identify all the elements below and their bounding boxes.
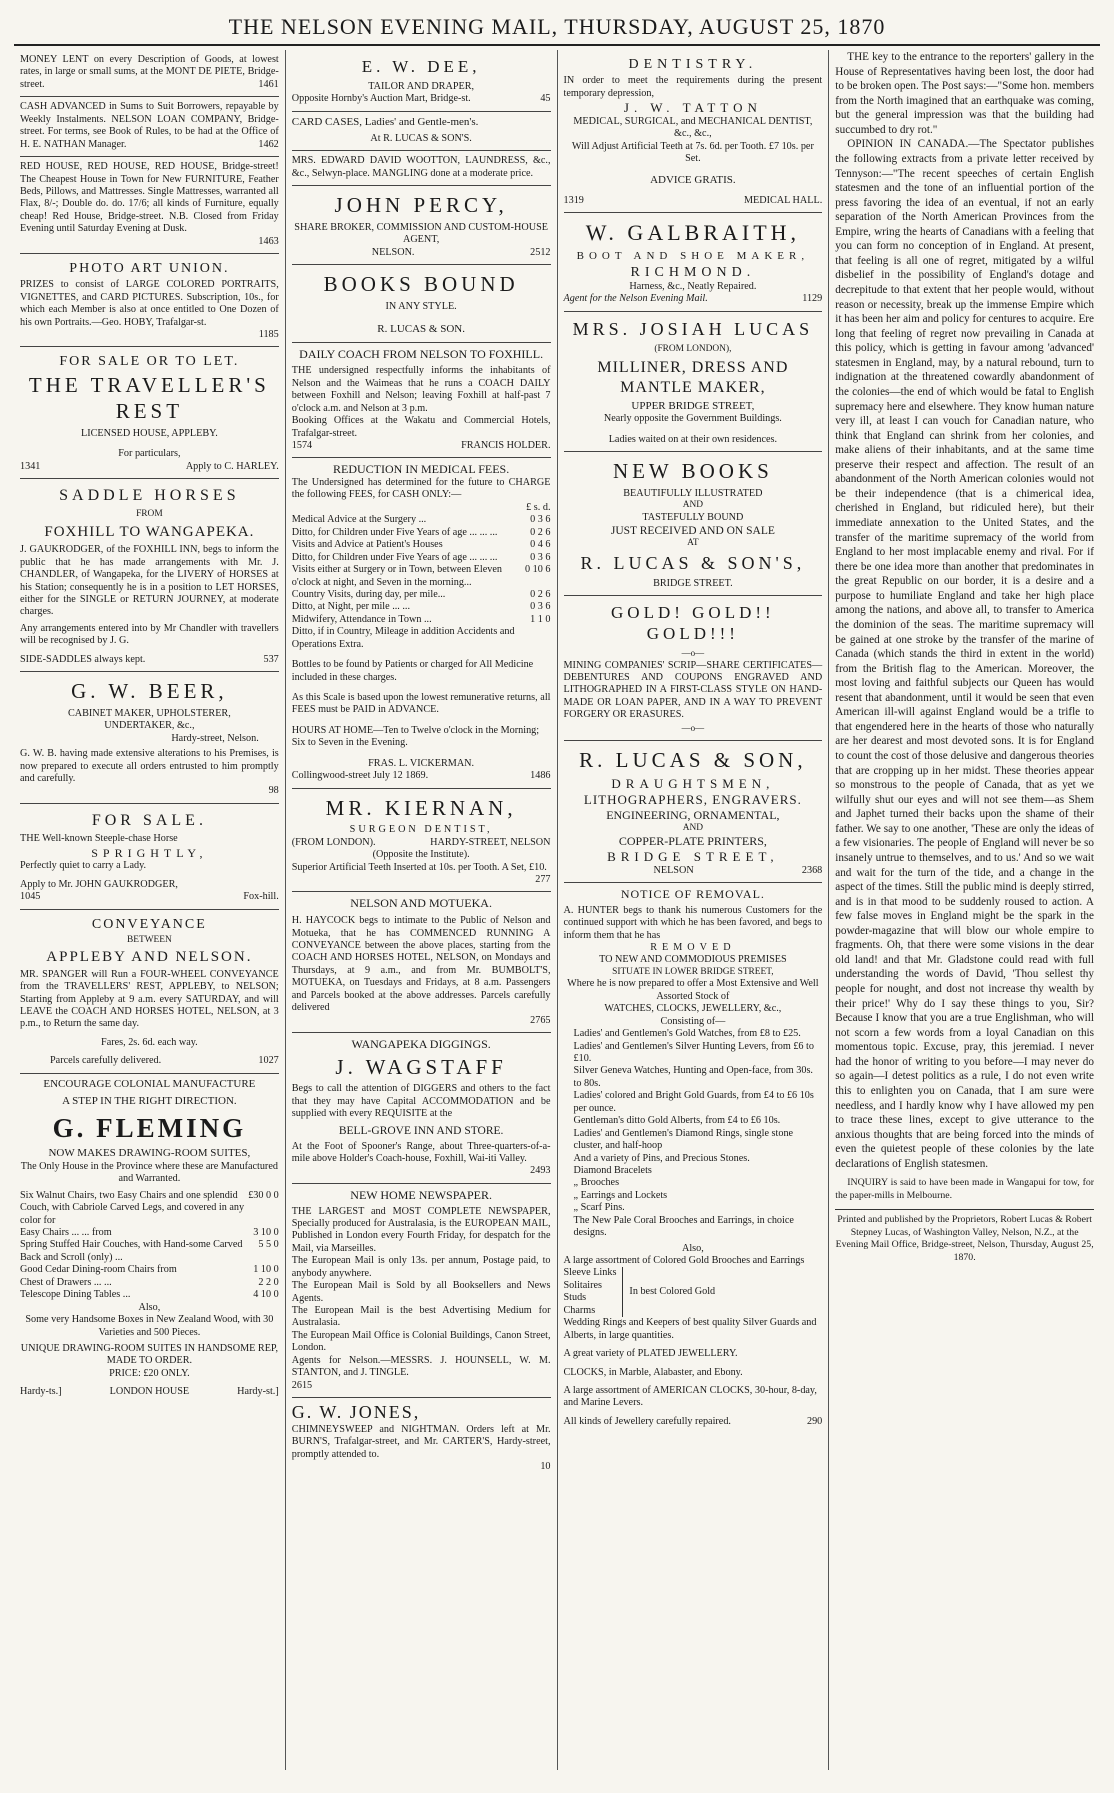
ad-address: BRIDGE STREET. (653, 577, 733, 589)
ad-by: R. LUCAS & SON. (377, 323, 465, 336)
ad-footer (20, 654, 279, 666)
brace-item: Studs (563, 1292, 587, 1304)
price-row-label: Easy Chairs ... ... from (20, 1227, 112, 1239)
ad-g-fleming (20, 1074, 279, 1404)
ad-text: Opposite Hornby's Auction Mart, Bridge-st. (291, 93, 471, 105)
ad-number: 1463 (258, 235, 279, 247)
ad-conveyance-appleby (20, 910, 279, 1074)
ad-footer (292, 247, 551, 259)
ad-text-2: Ladies waited on at their own residences. (608, 433, 778, 445)
ad-address: Collingwood-street July 12 1869. (291, 770, 429, 782)
ad-apply: Apply to C. HARLEY. (185, 460, 279, 472)
ad-line-2: TASTEFULLY BOUND (642, 511, 744, 523)
ad-title: BOOKS BOUND (323, 272, 519, 297)
ad-lucas-draughtsmen (564, 741, 823, 883)
ad-line-1: BEAUTIFULLY ILLUSTRATED (623, 487, 763, 499)
fee-row (292, 614, 551, 626)
ad-and: AND (682, 500, 704, 511)
fee-row-label: Midwifery, Attendance in Town ... (291, 613, 432, 625)
price-row-value: 3 10 0 (253, 1227, 279, 1239)
ad-saddle-horses (20, 479, 279, 672)
ad-place: Fox-hill. (243, 891, 279, 903)
ad-heading: NEW HOME NEWSPAPER. (350, 1187, 492, 1202)
ad-footer (564, 865, 823, 877)
fee-row (292, 539, 551, 551)
ad-number: 10 (540, 1461, 551, 1473)
ad-mrs-josiah-lucas (564, 312, 823, 453)
fee-row-value: 0 4 6 (530, 539, 551, 551)
ad-title: THE TRAVELLER'S REST (28, 373, 270, 424)
ad-heading: DENTISTRY. (628, 57, 758, 72)
fee-row (292, 589, 551, 601)
fee-columns: £ s. d. (526, 501, 551, 513)
ad-daily-coach (292, 343, 551, 459)
ad-title: APPLEBY AND NELSON. (46, 949, 253, 966)
ad-heading: WANGAPEKA DIGGINGS. (351, 1037, 491, 1051)
ad-text-3: UNIQUE DRAWING-ROOM SUITES IN HANDSOME REP, MADE TO ORDER. (20, 1342, 278, 1367)
ad-text-6: CLOCKS, in Marble, Alabaster, and Ebony. (563, 1366, 743, 1378)
fee-row-label: Visits and Advice at Patient's Houses (291, 539, 443, 551)
price-row (20, 1239, 279, 1264)
ad-title: JOHN PERCY, (334, 193, 508, 218)
ad-text-5: The European Mail Office is Colonial Buildings, Canon Street, London. (291, 1329, 551, 1354)
ad-step: A STEP IN THE RIGHT DIRECTION. (62, 1095, 237, 1108)
stock-item: Ladies' and Gentlemen's Gold Watches, from £8 to £25. (573, 1028, 801, 1040)
ad-text-2: Where he is now prepared to offer a Most Extensive and Well Assorted Stock of (567, 978, 819, 1002)
ad-text: J. GAUKRODGER, of the FOXHILL INN, begs to inform the public that he has made arrangements with Mr. J. CHANDLER, of Wangapeka, for the LIVERY of HORSES at his Station; consequently he is in a position to LET HORSES, either for the SINGLE or RETURN JOURNEY, at moderate charges. (20, 544, 279, 618)
ad-line-3: ENGINEERING, ORNAMENTAL, (606, 808, 780, 823)
stock-item: „ Brooches (573, 1177, 620, 1189)
ad-heading: DAILY COACH FROM NELSON TO FOXHILL. (299, 346, 544, 361)
masthead (14, 8, 1100, 46)
ad-travellers-rest (20, 347, 279, 479)
ad-title: MR. KIERNAN, (325, 795, 517, 820)
ad-situate: SITUATE IN LOWER BRIDGE STREET, (612, 966, 774, 977)
ad-text: THE Well-known Steeple-chase Horse (20, 833, 178, 845)
ad-number: 1185 (258, 328, 279, 340)
fee-row-value: 0 3 6 (530, 551, 551, 563)
ad-parcels: Parcels carefully delivered. (50, 1055, 162, 1067)
stock-item: „ Scarf Pins. (573, 1202, 625, 1214)
fee-row-label: Ditto, for Children under Five Years of age ... ... ... (291, 526, 498, 538)
ad-foot: SIDE-SADDLES always kept. (20, 653, 146, 665)
ad-subtitle: TAILOR AND DRAPER, (368, 80, 475, 92)
ad-title: W. GALBRAITH, (585, 220, 801, 246)
ad-text: CHIMNEYSWEEP and NIGHTMAN. Orders left at Mr. BURN'S, Trafalgar-street, and Mr. CARTER'S, Hardy-street, promptly attended to. (291, 1424, 551, 1460)
fee-row-label: Ditto, at Night, per mile ... ... (291, 601, 411, 613)
ad-subtitle-2: UNDERTAKER, &c., (104, 720, 195, 732)
ad-text: G. W. B. having made extensive alterations to his Premises, is now prepared to execute all orders entrusted to him promptly and carefully. (20, 748, 279, 785)
ad-agent: Agent for the Nelson Evening Mail. (563, 293, 708, 305)
stock-item: The New Pale Coral Brooches and Earrings, in choice designs. (573, 1214, 794, 1239)
ad-footer (20, 1386, 279, 1398)
brace-item: Sleeve Links (563, 1267, 617, 1279)
ad-text-2: Will Adjust Artificial Teeth at 7s. 6d. per Tooth. £7 10s. per Set. (571, 140, 814, 165)
ad-nelson-loan (20, 97, 279, 157)
ad-title: G. W. BEER, (71, 679, 228, 704)
ad-text: MR. SPANGER will Run a FOUR-WHEEL CONVEYANCE from the TRAVELLERS' REST, APPLEBY, to NELSON; Starting from Appleby at 9 a.m. every SATURDAY, and will LEAVE the COACH AND HORSES HOTEL, NELSON, at 3 p.m., to Return the same day. (20, 968, 279, 1030)
column-4-article (829, 50, 1100, 1770)
ad-dentistry (564, 50, 823, 213)
ad-line-3: JUST RECEIVED AND ON SALE (610, 525, 775, 538)
ad-name: FRAS. L. VICKERMAN. (368, 757, 475, 769)
stock-item: And a variety of Pins, and Precious Stones. (573, 1152, 750, 1164)
column-2 (286, 50, 558, 1770)
ad-heading: NOTICE OF REMOVAL. (620, 887, 765, 902)
price-row (20, 1264, 279, 1276)
ad-card-cases (292, 112, 551, 152)
ad-from-line (292, 837, 551, 849)
ad-text: IN order to meet the requirements during the present temporary depression, (563, 75, 823, 99)
ad-galbraith (564, 213, 823, 311)
ad-wangapeka-diggings (292, 1033, 551, 1184)
ad-number: 1486 (530, 770, 551, 782)
ad-text-2: Booking Offices at the Wakatu and Commercial Hotels, Trafalgar-street. (291, 415, 551, 439)
price-row-label: Chest of Drawers ... ... (20, 1276, 112, 1288)
ad-name: FRANCIS HOLDER. (461, 439, 551, 451)
ad-place: NELSON (653, 864, 694, 876)
ad-for-sale-horse (20, 804, 279, 910)
ad-title-2: FOXHILL TO WANGAPEKA. (44, 523, 255, 540)
ad-also: Also, (138, 1301, 161, 1313)
ad-text: A. HUNTER begs to thank his numerous Customers for the continued support with which he has been favored, and begs to inform them that he has (563, 904, 823, 941)
ad-number: 1027 (258, 1055, 279, 1067)
ad-hours: HOURS AT HOME—Ten to Twelve o'clock in the Morning; Six to Seven in the Evening. (291, 724, 540, 749)
ad-title: NEW BOOKS (612, 459, 773, 484)
article-paragraph-3: INQUIRY is said to have been made in Wangapui for tow, for the paper-mills in Melbourne. (835, 1177, 1094, 1202)
ad-text: For particulars, (118, 448, 181, 460)
price-row-label: Telescope Dining Tables ... (20, 1289, 131, 1301)
ad-new-home-newspaper (292, 1184, 551, 1398)
ad-title: G. FLEMING (52, 1112, 247, 1143)
ad-title: G. W. JONES, (291, 1402, 421, 1423)
ad-number: 2512 (530, 246, 551, 258)
ad-footer (564, 195, 823, 207)
ad-text-3: The European Mail is Sold by all Booksellers and News Agents. (291, 1280, 551, 1304)
ad-text: Begs to call the attention of DIGGERS and others to the fact that they may have Capital ACCOMMODATION and be supplied with every REQUISITE at the (291, 1083, 551, 1120)
ad-text-4: Wedding Rings and Keepers of best quality Silver Guards and Alberts, in large quantities. (563, 1317, 817, 1341)
ad-removed: REMOVED (650, 942, 736, 954)
fee-row-value: 0 3 6 (530, 601, 551, 613)
ad-text-5: A great variety of PLATED JEWELLERY. (563, 1348, 738, 1360)
columns (14, 50, 1100, 1770)
ad-notice-of-removal (564, 883, 823, 1433)
ad-footer (564, 293, 823, 305)
ad-text-6: Agents for Nelson.—MESSRS. J. HOUNSELL, W. M. STANTON, and J. TINGLE. (291, 1354, 551, 1379)
fee-row-value: 0 2 6 (530, 588, 551, 600)
fee-row (292, 564, 551, 589)
fee-list (292, 514, 551, 626)
ad-advice: ADVICE GRATIS. (650, 173, 736, 186)
ad-number: 1129 (802, 293, 823, 305)
column-1 (14, 50, 286, 1770)
ad-heading: REDUCTION IN MEDICAL FEES. (333, 462, 510, 477)
ad-subtitle: BOOT AND SHOE MAKER, (576, 250, 810, 263)
ad-address: HARDY-STREET, NELSON (430, 836, 551, 848)
ad-text: H. HAYCOCK begs to intimate to the Public of Nelson and Motueka, that he has COMMENCED RUNNING A CONVEYANCE between the above places, starting from the COACH AND HORSES HOTEL, NELSON, on Mondays and Thursdays, at 9 a.m., and from Mr. BUMBOLT'S, MOTUEKA, on Tuesdays and Fridays, at 8 a.m. Passengers and Parcels booked at the above addresses. Parcels carefully delivered (291, 915, 551, 1014)
ad-text-4: As this Scale is based upon the lowest remunerative returns, all FEES must be PAID in ADVANCE. (291, 692, 551, 716)
price-row-value: £30 0 0 (248, 1189, 279, 1201)
ad-line-5: BRIDGE STREET, (607, 848, 779, 864)
price-row-label: Good Cedar Dining-room Chairs from (20, 1264, 177, 1276)
ad-text-7: A large assortment of AMERICAN CLOCKS, 30-hour, 8-day, and Marine Levers. (563, 1384, 817, 1409)
ad-at: AT (687, 538, 699, 549)
ad-subtitle: NOW MAKES DRAWING-ROOM SUITES, (48, 1147, 251, 1160)
imprint: Printed and published by the Proprietors, Robert Lucas & Robert Stepney Lucas, of Washington Valley, Nelson, N.Z., at the Evening Mail Office, Bridge-street, Nelson, Thursday, August 25, 1870. (835, 1209, 1094, 1265)
ad-gw-beer (20, 672, 279, 804)
ad-heading: ENCOURAGE COLONIAL MANUFACTURE (43, 1077, 256, 1090)
footer-left: Hardy-ts.] (20, 1386, 62, 1398)
ad-gw-jones (292, 1398, 551, 1479)
ad-text: Superior Artificial Teeth Inserted at 10s. per Tooth. A Set, £10. (291, 861, 547, 873)
ad-subtitle: SURGEON DENTIST, (349, 824, 493, 836)
ad-and: AND (682, 822, 704, 833)
article-paragraph-2 (835, 137, 1094, 1171)
brace-item: Charms (563, 1304, 596, 1316)
ad-from: (FROM LONDON). (291, 836, 376, 848)
ad-text: PRIZES to consist of LARGE COLORED PORTRAITS, VIGNETTES, and CARD PICTURES. Subscription, 10s., for which each Member is also at once entitled to One Dozen of his own Portraits.—Geo. HOBY, Trafalgar-st. (20, 279, 279, 328)
ad-opposite: (Opposite the Institute). (372, 849, 470, 861)
ad-text-4: The European Mail is the best Advertising Medium for Australasia. (291, 1305, 551, 1329)
stock-item: Gentleman's ditto Gold Alberts, from £4 to £6 10s. (573, 1115, 781, 1127)
ad-horse-name: SPRIGHTLY, (91, 845, 208, 860)
ad-number: 2765 (530, 1014, 551, 1026)
ad-footer (20, 461, 279, 473)
ad-number: 2368 (801, 864, 823, 876)
ad-wootton (292, 151, 551, 186)
brace-label: In best Colored Gold (629, 1286, 716, 1298)
ad-number: 1574 (291, 439, 313, 451)
ad-title: SADDLE HORSES (59, 487, 240, 504)
ornament-rule: —o— (681, 647, 705, 658)
fee-row (292, 601, 551, 613)
ad-text-3: Bottles to be found by Patients or charged for All Medicine included in these charges. (291, 659, 534, 683)
ad-address: UPPER BRIDGE STREET, (631, 400, 755, 413)
ad-number: 277 (535, 874, 551, 885)
fee-row-label: Ditto, for Children under Five Years of age ... ... ... (291, 551, 498, 563)
ad-also: Also, (681, 1242, 704, 1254)
ad-heading: PHOTO ART UNION. (69, 261, 230, 277)
price-row (20, 1277, 279, 1289)
ad-footer (292, 770, 551, 782)
ad-text-3: A large assortment of Colored Gold Brooches and Earrings (563, 1255, 805, 1266)
price-row (20, 1227, 279, 1239)
ad-red-house (20, 157, 279, 254)
ad-text: Nearly opposite the Government Buildings. (603, 413, 782, 425)
ad-place: RICHMOND. (630, 264, 756, 280)
ad-text: MINING COMPANIES' SCRIP—SHARE CERTIFICATES—DEBENTURES AND COUPONS ENGRAVED AND LITHOGRAPHED IN A FIRST-CLASS STYLE ON HAND-MADE OR LOAN PAPER, AND IN A WAY TO PREVENT FORGERY OR ERASURES. (563, 659, 823, 721)
ad-text: SHARE BROKER, COMMISSION AND CUSTOM-HOUSE AGENT, (294, 221, 548, 246)
price-row-value: 5 5 0 (258, 1239, 279, 1251)
ad-subtitle: MILLINER, DRESS AND MANTLE MAKER, (597, 359, 789, 396)
ad-from: (FROM LONDON), (654, 343, 732, 354)
ad-subtitle: MEDICAL, SURGICAL, and MECHANICAL DENTIST, &c., &c., (573, 115, 813, 140)
ad-to: TO NEW AND COMMODIOUS PREMISES (599, 954, 787, 966)
fee-row-value: 0 3 6 (530, 514, 551, 526)
price-row-label: Six Walnut Chairs, two Easy Chairs and one splendid Couch, with Cabriole Carved Legs, and covered in any color for (20, 1189, 245, 1226)
ad-john-percy (292, 186, 551, 265)
ad-text-2: Some very Handsome Boxes in New Zealand Wood, with 30 Varieties and 500 Pieces. (25, 1314, 274, 1338)
ad-heading: FOR SALE. (91, 811, 207, 829)
price-row (20, 1289, 279, 1301)
ad-text: CASH ADVANCED in Sums to Suit Borrowers, repayable by Weekly Instalments. NELSON LOAN COMPANY, Bridge-street. For terms, see Book of Rules, to be had at the Office of H. E. NATHAN Manager. (20, 101, 279, 150)
ad-number: 98 (268, 785, 279, 797)
ad-number: 1319 (563, 194, 584, 206)
column-3 (558, 50, 830, 1770)
ad-text-2: At the Foot of Spooner's Range, about Three-quarters-of-a-mile above Holder's Coach-house, Foxhill, Wai-iti Valley. (291, 1140, 551, 1164)
ad-text-8: All kinds of Jewellery carefully repaired. (563, 1415, 731, 1427)
ad-apply: Apply to Mr. JOHN GAUKRODGER, (20, 878, 178, 890)
ad-title: GOLD! GOLD!! GOLD!!! (611, 603, 775, 643)
ad-title: E. W. DEE, (361, 57, 481, 76)
ad-subtitle: IN ANY STYLE. (385, 300, 457, 312)
ad-price: PRICE: £20 ONLY. (109, 1367, 190, 1379)
fee-row (292, 514, 551, 526)
ad-text: CARD CASES, Ladies' and Gentle-men's. (291, 115, 479, 128)
fee-row-label: Country Visits, during day, per mile... (291, 588, 446, 600)
article-paragraph-1: THE key to the entrance to the reporters' gallery in the House of Representatives having been lost, the door had to be broken open. The Post says:—"Some hon. members from the North imagined that an earthquake was coming, but the general impression was that the building had succumbed to dry rot." (835, 51, 1094, 136)
ad-number: 45 (540, 93, 551, 105)
stock-item: Ladies' colored and Bright Gold Guards, from £4 to £6 10s per ounce. (573, 1090, 814, 1114)
stock-item: „ Earrings and Lockets (573, 1189, 668, 1201)
ad-kiernan (292, 789, 551, 893)
ad-gold (564, 596, 823, 741)
price-row (20, 1190, 279, 1227)
ad-footer (564, 1416, 823, 1428)
fee-row (292, 552, 551, 564)
fee-row-label: Visits either at Surgery or in Town, between Eleven o'clock at night, and Seven in the morning... (291, 564, 502, 588)
ad-books-bound (292, 265, 551, 342)
ad-consisting: Consisting of— (660, 1015, 726, 1027)
article-body: The Spectator publishes the following extracts from a private letter received by Tennyson:—"The recent speeches of certain English statesmen and the tone of an influential portion of the press favoring the idea of an eventual, if not an early separation of the North American Provinces from the Empire, wring the hearts of Canadians with a feeling that you can form no conception of in England. At present, that feeling is all one of regret, mitigated by a wilful disbelief in the possibility of England's dotage and decrepitude to that extent that her people would, without reason or necessity, break up the immense Empire which it has been her aim and policy for centures to acquire. Ere long that feeling of regret now prevailing in Canada at this policy, which is getting in favour among 'advanced' statesmen in England, may, by a natural rebound, turn to indignation at the threatened cowardly abandonment of the colonies—the end of which would be fatal to English supremacy here and elsewhere. They know human nature very ill, at least I can vouch for Canadian nature, who think that England can shrink from her colonies, and make aliens of their inhabitants, and at the same time preserve their respect and affection. The result of an abandonment of the North American colonies would not be their independence (that is a chimerical idea, cherished in England, but ridiculed here), but their immediate annexation to the United States, and the transfer of the maritime supremacy of the world from England to her most implacable enemy and rival. For if there be one idea more than another that predominates in the great Republic on our border, it is a desire and a purpose to humiliate England and take her high place among the nations, and above all, to transfer to America the dominion of the seas. The maritime supremacy will be gained at one stroke by the transfer of the marine of Canada (which stands the third in extent in the world) from the British flag to the American. Moreover, the most loving and faithful subjects our Queen has would resent that abandonment, until it would be seen that even American ill-will against England would be a trifle to that engendered here in the hearts of those who naturally are her dearest and most devoted sons. It is for England to count the cost of those delusive and dangerous theories that are cropping up in her midst. These theories appear so monstrous to the people of Canada, that as yet we wilfully shut our eyes and will not see them—as Shem and Japhet turned their backs upon the shame of their father. We say to one another, 'These are only the ideas of a few visionaries. The people of England will never be so insanely untrue to themselves, and to us.' And so we wait and wait for the turn of the tide, and a change in the aspect of the times. Still the public mind is deeply stirred, and is in that mood to be suddenly roused to action. A few false moves in England might be the spark in the powder-magazine that will blow our whole empire to fragments. Oh, that there were some visions in the dear old land! and that Mr. Gladstone could read with full understanding the words of David, 'Thou sellest thy people for nought, and dost not increase thy wealth by their price!' Why do I say these things to you, Sir? Because I know that you are a true Englishman, who will not scorn a few words from a loyal Canadian on this momentous topic. Excuse, pray, this jeremiad. I never had the honor of writing to you before—I may never do so again—I detest politics as a rule, I do not even write this to enlighten you on Canada, that I am sure were needless, and I hardly know why I have allowed my pen to trace these lines, except to give utterance to the anxious thoughts that are being forced into the minds of even the quietest people of these colonies by the late declarations of English statesmen. (835, 138, 1095, 1170)
ad-between: BETWEEN (126, 934, 172, 945)
ad-number: 1461 (258, 78, 279, 90)
price-row-value: 4 10 0 (253, 1289, 279, 1301)
fee-row-label: Medical Advice at the Surgery ... (291, 514, 427, 526)
article-lead: OPINION IN CANADA.— (847, 138, 980, 151)
ad-by: At R. LUCAS & SON'S. (370, 133, 472, 145)
ad-number: 1462 (258, 138, 279, 150)
ornament-rule-2: —o— (681, 722, 705, 733)
ad-text-2: Any arrangements entered into by Mr Chandler with travellers will be recognised by J. G. (20, 622, 279, 647)
brace-item: Solitaires (563, 1279, 602, 1291)
stock-item: Ladies' and Gentlemen's Diamond Rings, single stone cluster, and half-hoop (573, 1127, 794, 1152)
price-row-value: 1 10 0 (253, 1264, 279, 1276)
ad-text: Harness, &c., Neatly Repaired. (629, 280, 757, 292)
ad-text: THE LARGEST and MOST COMPLETE NEWSPAPER, Specially produced for Australasia, is the EUROPEAN MAIL, Published in London every Fourth Friday, for despatch for the Mail, via Marseilles. (291, 1205, 551, 1254)
ad-text: MONEY LENT on every Description of Goods, at lowest rates, in large or small sums, at the MONT DE PIETE, Bridge-street. (20, 54, 279, 90)
price-list (20, 1190, 279, 1302)
ad-address: Hardy-street, Nelson. (171, 732, 259, 744)
ad-mont-de-piete (20, 50, 279, 97)
footer-center: LONDON HOUSE (109, 1386, 190, 1398)
ad-text-2: Ditto, if in Country, Mileage in addition Accidents and Operations Extra. (291, 626, 515, 650)
brace-group (564, 1267, 823, 1317)
stock-list (564, 1028, 823, 1239)
ad-text-2: The European Mail is only 13s. per annum, Postage paid, to anybody anywhere. (291, 1255, 551, 1279)
brace-items (564, 1267, 624, 1317)
fee-row-value: 0 2 6 (530, 526, 551, 538)
ad-title: J. WAGSTAFF (335, 1054, 507, 1079)
ad-text: The Undersigned has determined for the future to CHARGE the following FEES, for CASH ONLY:— (291, 477, 551, 501)
ad-number: 1341 (20, 460, 41, 472)
ad-subtitle: CABINET MAKER, UPHOLSTERER, (67, 707, 231, 719)
ad-heading: FOR SALE OR TO LET. (59, 354, 240, 370)
fee-row (292, 527, 551, 539)
ad-from: FROM (136, 508, 163, 519)
ad-nelson-motueka (292, 892, 551, 1033)
ad-footer (20, 891, 279, 903)
footer-right: Hardy-st.] (237, 1386, 279, 1398)
ad-photo-art-union (20, 254, 279, 347)
stock-item: Silver Geneva Watches, Hunting and Open-face, from 30s. to 80s. (573, 1065, 813, 1089)
ad-line-1: DRAUGHTSMEN, (611, 776, 775, 792)
ad-number: 2615 (291, 1379, 313, 1391)
ad-heading: NELSON AND MOTUEKA. (350, 896, 492, 911)
ad-text: MRS. EDWARD DAVID WOOTTON, LAUNDRESS, &c., &c., Selwyn-place. MANGLING done at a moderate price. (291, 155, 551, 179)
ad-footer (20, 1055, 279, 1067)
ad-place: NELSON. (371, 246, 415, 258)
ad-title: J. W. TATTON (623, 99, 762, 115)
ad-stock: WATCHES, CLOCKS, JEWELLERY, &c., (604, 1003, 782, 1015)
ad-line-4: COPPER-PLATE PRINTERS, (618, 834, 767, 849)
ad-subtitle: LICENSED HOUSE, APPLEBY. (80, 427, 218, 439)
price-row-label: Spring Stuffed Hair Couches, with Hand-some Carved Back and Scroll (only) ... (20, 1239, 243, 1263)
ad-footer (292, 93, 551, 105)
stock-item: Diamond Bracelets (573, 1164, 652, 1176)
ad-number: 290 (806, 1415, 823, 1427)
ad-place: BELL-GROVE INN AND STORE. (338, 1124, 504, 1137)
fee-row-value: 0 10 6 (525, 564, 551, 576)
masthead-title: THE NELSON EVENING MAIL, THURSDAY, AUGUST 25, 1870 (228, 14, 886, 39)
ad-new-books (564, 452, 823, 596)
ad-ew-dee (292, 50, 551, 112)
ad-text: RED HOUSE, RED HOUSE, RED HOUSE, Bridge-street! The Cheapest House in Town for New FURNITURE, Feather Beds, Pillows, and Mattresses. Single Mattresses, warranted all Flax, 8/-; Double do. do. 17/6; all kinds of Furniture, equally cheap! Red House, Bridge-street. N.B. Closed from Friday Evening until Saturday Evening at Dusk. (20, 161, 279, 235)
ad-heading: CONVEYANCE (91, 916, 207, 932)
ad-place: MEDICAL HALL. (743, 194, 823, 206)
ad-line-2: LITHOGRAPHERS, ENGRAVERS. (583, 792, 802, 808)
ad-title: MRS. JOSIAH LUCAS (572, 318, 814, 339)
ad-footer (292, 440, 551, 452)
fee-row-value: 1 1 0 (530, 613, 551, 625)
ad-number: 537 (263, 653, 279, 665)
ad-medical-fees (292, 458, 551, 788)
ad-number: 1045 (20, 891, 41, 903)
ad-line: Perfectly quiet to carry a Lady. (20, 860, 147, 872)
ad-title: R. LUCAS & SON, (579, 747, 807, 772)
ad-fares: Fares, 2s. 6d. each way. (101, 1036, 198, 1048)
ad-number: 2493 (530, 1165, 551, 1177)
ad-text: The Only House in the Province where these are Manufactured and Warranted. (20, 1160, 278, 1185)
ad-text: THE undersigned respectfully informs the inhabitants of Nelson and the Waimeas that he runs a COACH DAILY between Foxhill and Nelson; leaving Foxhill at half-past 7 o'clock a.m. and Nelson at 3 p.m. (291, 365, 551, 414)
price-row-value: 2 2 0 (258, 1276, 279, 1288)
ad-name: R. LUCAS & SON'S, (580, 552, 806, 573)
stock-item: Ladies' and Gentlemen's Silver Hunting Levers, from £6 to £10. (573, 1040, 814, 1064)
